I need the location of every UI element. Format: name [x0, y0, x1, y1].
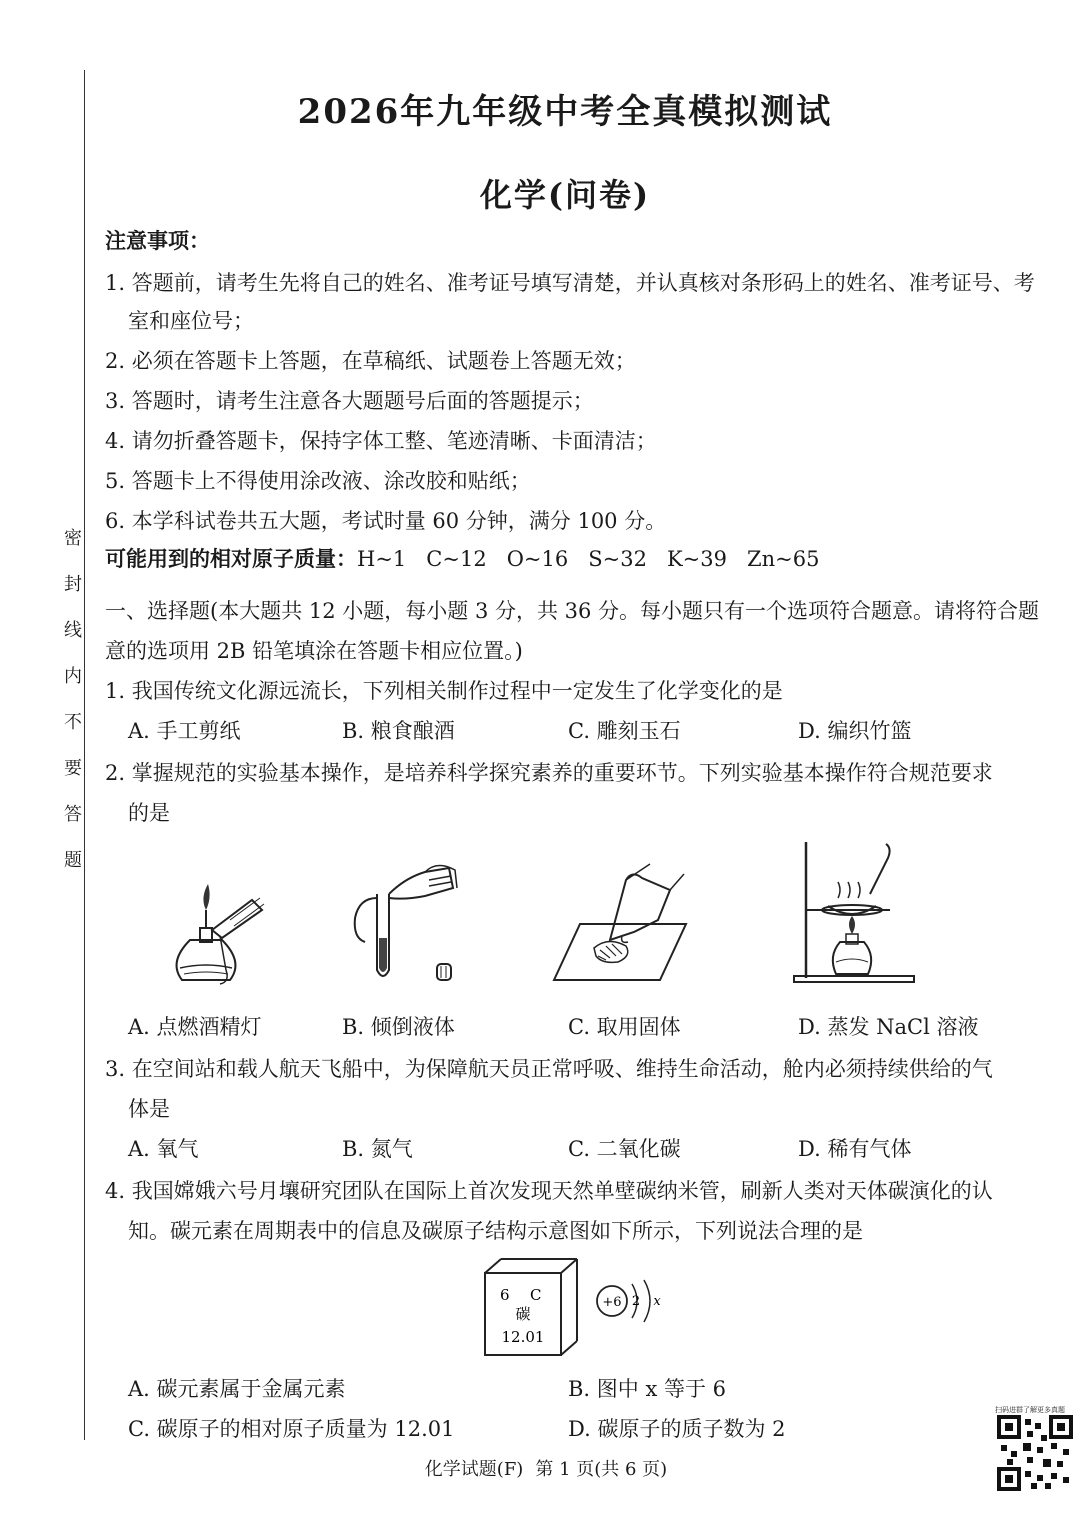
question-3-stem-cont: 体是 [128, 1097, 170, 1121]
question-3-stem: 3. 在空间站和载人航天飞船中，为保障航天员正常呼吸、维持生命活动，舱内必须持续供给的气 [105, 1057, 993, 1081]
q2-option-b: B. 倾倒液体 [342, 1015, 455, 1039]
element-name: 碳 [515, 1305, 531, 1323]
q1-option-c: C. 雕刻玉石 [568, 719, 681, 743]
q3-option-a: A. 氧气 [128, 1137, 199, 1161]
q4-option-d: D. 碳原子的质子数为 2 [568, 1417, 786, 1441]
exam-subtitle: 化学(问卷) [479, 176, 651, 214]
note-item: 5. 答题卡上不得使用涂改液、涂改胶和贴纸； [105, 469, 531, 493]
taking-solid-figure [550, 860, 690, 985]
atom-structure-figure [592, 1276, 682, 1330]
note-item: 3. 答题时，请考生注意各大题题号后面的答题提示； [105, 389, 594, 413]
question-2-stem-cont: 的是 [128, 801, 170, 825]
seal-char: 密 [64, 528, 82, 549]
q1-option-d: D. 编织竹篮 [798, 719, 912, 743]
q4-option-c: C. 碳原子的相对原子质量为 12.01 [128, 1417, 455, 1441]
element-cell-figure [482, 1256, 582, 1358]
exam-title: 2026年九年级中考全真模拟测试 [297, 92, 833, 132]
pouring-liquid-figure [345, 858, 465, 988]
note-item: 室和座位号； [128, 309, 254, 333]
element-mass: 12.01 [501, 1328, 545, 1346]
atomic-mass-values: H~1 C~12 O~16 S~32 K~39 Zn~65 [357, 547, 820, 571]
seal-char: 封 [64, 574, 82, 595]
seal-char: 线 [64, 620, 82, 641]
shell-1-electrons: 2 [631, 1294, 641, 1309]
q3-option-d: D. 稀有气体 [798, 1137, 912, 1161]
seal-char: 不 [64, 712, 82, 733]
question-1-stem: 1. 我国传统文化源远流长，下列相关制作过程中一定发生了化学变化的是 [105, 679, 783, 703]
question-2-stem: 2. 掌握规范的实验基本操作，是培养科学探究素养的重要环节。下列实验基本操作符合规范要求 [105, 761, 993, 785]
binding-line [84, 70, 85, 1440]
q1-option-a: A. 手工剪纸 [128, 719, 241, 743]
note-item: 2. 必须在答题卡上答题，在草稿纸、试题卷上答题无效； [105, 349, 636, 373]
element-symbol: C [530, 1286, 542, 1304]
footer-page: 第 1 页(共 6 页) [535, 1459, 668, 1480]
qr-caption: 扫码进群了解更多真题 [995, 1406, 1065, 1414]
element-number: 6 [500, 1286, 510, 1304]
q3-option-b: B. 氮气 [342, 1137, 413, 1161]
evaporation-figure [790, 838, 920, 988]
note-item: 4. 请勿折叠答题卡，保持字体工整、笔迹清晰、卡面清洁； [105, 429, 657, 453]
q2-option-d: D. 蒸发 NaCl 溶液 [798, 1015, 979, 1039]
question-4-stem: 4. 我国嫦娥六号月壤研究团队在国际上首次发现天然单壁碳纳米管，刷新人类对天体碳演化的认 [105, 1179, 993, 1203]
note-item: 6. 本学科试卷共五大题，考试时量 60 分钟，满分 100 分。 [105, 509, 667, 533]
q4-option-a: A. 碳元素属于金属元素 [128, 1377, 346, 1401]
q2-option-a: A. 点燃酒精灯 [128, 1015, 262, 1039]
alcohol-lamp-figure [160, 870, 270, 995]
section-heading-cont: 意的选项用 2B 铅笔填涂在答题卡相应位置。) [105, 639, 523, 663]
page-footer [0, 1455, 1080, 1481]
seal-char: 内 [64, 666, 82, 687]
atomic-mass-line [105, 544, 1035, 574]
q4-option-b: B. 图中 x 等于 6 [568, 1377, 727, 1401]
seal-line-text [62, 528, 84, 896]
atomic-mass-label: 可能用到的相对原子质量： [105, 546, 357, 571]
notes-heading: 注意事项： [105, 228, 210, 253]
q2-option-c: C. 取用固体 [568, 1015, 681, 1039]
section-heading: 一、选择题(本大题共 12 小题，每小题 3 分，共 36 分。每小题只有一个选项符合题意。请将符合题 [105, 599, 1040, 623]
note-item: 1. 答题前，请考生先将自己的姓名、准考证号填写清楚，并认真核对条形码上的姓名、准考证号、考 [105, 271, 1035, 295]
seal-char: 题 [64, 850, 82, 871]
seal-char: 要 [64, 758, 82, 779]
footer-subject: 化学试题(F) [424, 1459, 524, 1480]
seal-char: 答 [64, 804, 82, 825]
q1-option-b: B. 粮食酿酒 [342, 719, 455, 743]
q3-option-c: C. 二氧化碳 [568, 1137, 681, 1161]
question-4-stem-cont: 知。碳元素在周期表中的信息及碳原子结构示意图如下所示，下列说法合理的是 [128, 1219, 863, 1243]
shell-2-electrons: x [653, 1294, 661, 1309]
qr-code-icon[interactable] [997, 1415, 1073, 1495]
nucleus-charge: +6 [602, 1295, 622, 1310]
